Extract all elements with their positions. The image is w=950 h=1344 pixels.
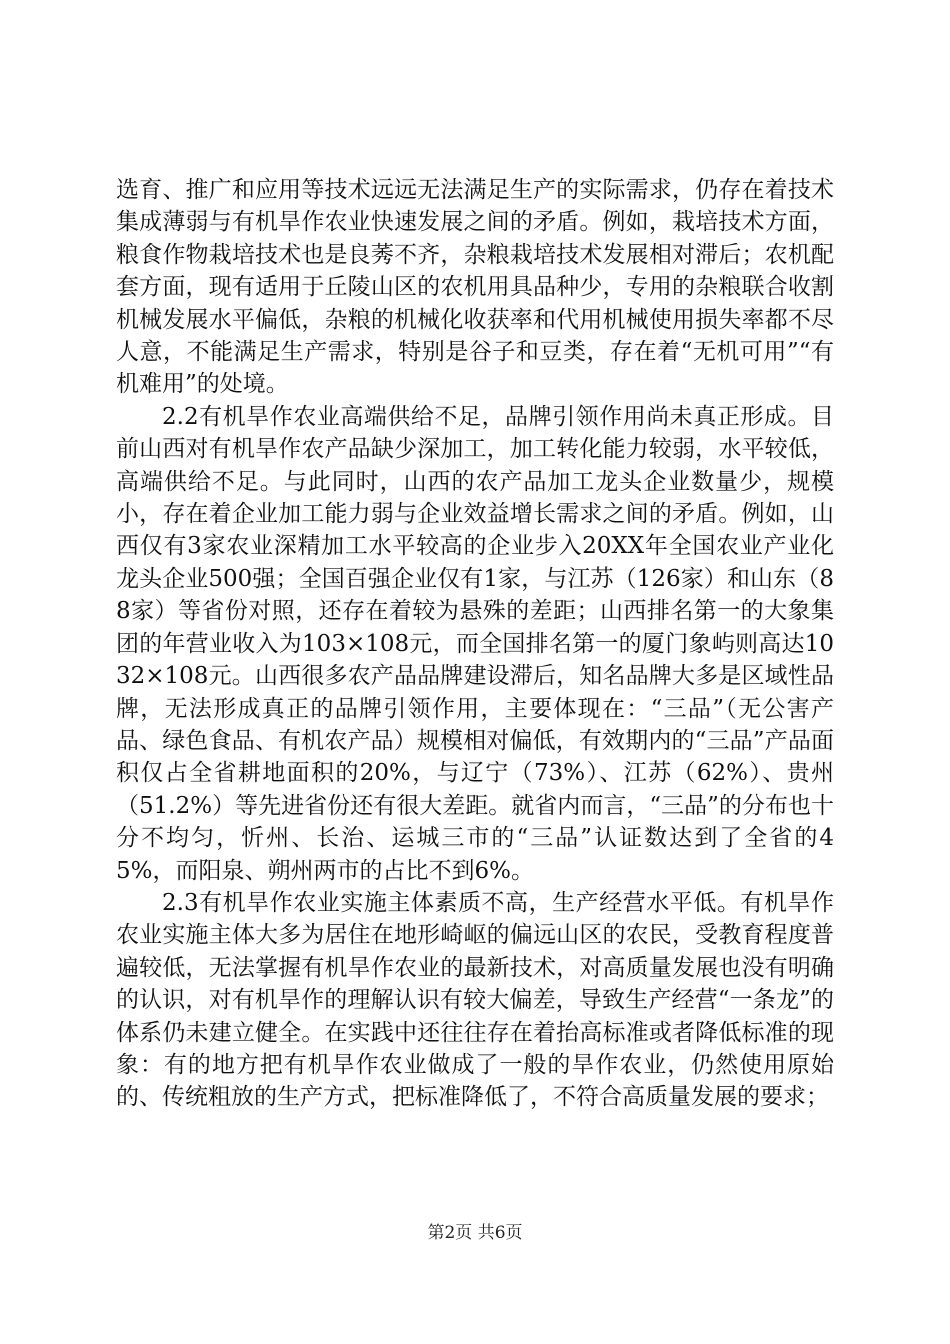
paragraph-2-3: 2.3有机旱作农业实施主体素质不高，生产经营水平低。有机旱作农业实施主体大多为居住在地形崎岖的偏远山区的农民，受教育程度普遍较低，无法掌握有机旱作农业的最新技术，对高质量发展也没有明确的认识，对有机旱作的理解认识有较大偏差，导致生产经营“一条龙”的体系仍未建立健全。在实践中还往往存在着抬高标准或者降低标准的现象：有的地方把有机旱作农业做成了一般的旱作农业，仍然使用原始的、传统粗放的生产方式，把标准降低了，不符合高质量发展的要求； (116, 889, 834, 1111)
body-text (116, 174, 834, 1114)
page-footer: 第2页 共6页 (427, 1223, 523, 1243)
paragraph-2-2: 2.2有机旱作农业高端供给不足，品牌引领作用尚未真正形成。目前山西对有机旱作农产品缺少深加工，加工转化能力较弱，水平较低，高端供给不足。与此同时，山西的农产品加工龙头企业数量少，规模小，存在着企业加工能力弱与企业效益增长需求之间的矛盾。例如，山西仅有3家农业深精加工水平较高的企业步入20XX年全国农业产业化龙头企业500强；全国百强企业仅有1家，与江苏（126家）和山东（88家）等省份对照，还存在着较为悬殊的差距；山西排名第一的大象集团的年营业收入为103×108元，而全国排名第一的厦门象屿则高达1032×108元。山西很多农产品品牌建设滞后，知名品牌大多是区域性品牌，无法形成真正的品牌引领作用，主要体现在：“三品”（无公害产品、绿色食品、有机农产品）规模相对偏低，有效期内的“三品”产品面积仅占全省耕地面积的20%，与辽宁（73%）、江苏（62%）、贵州（51.2%）等先进省份还有很大差距。就省内而言，“三品”的分布也十分不均匀，忻州、长治、运城三市的“三品”认证数达到了全省的45%，而阳泉、朔州两市的占比不到6%。 (116, 403, 834, 884)
paragraph-1: 选育、推广和应用等技术远远无法满足生产的实际需求，仍存在着技术集成薄弱与有机旱作农业快速发展之间的矛盾。例如，栽培技术方面，粮食作物栽培技术也是良莠不齐，杂粮栽培技术发展相对滞后；农机配套方面，现有适用于丘陵山区的农机用具品种少，专用的杂粮联合收割机械发展水平偏低，杂粮的机械化收获率和代用机械使用损失率都不尽人意，不能满足生产需求，特别是谷子和豆类，存在着“无机可用”“有机难用”的处境。 (116, 177, 834, 398)
